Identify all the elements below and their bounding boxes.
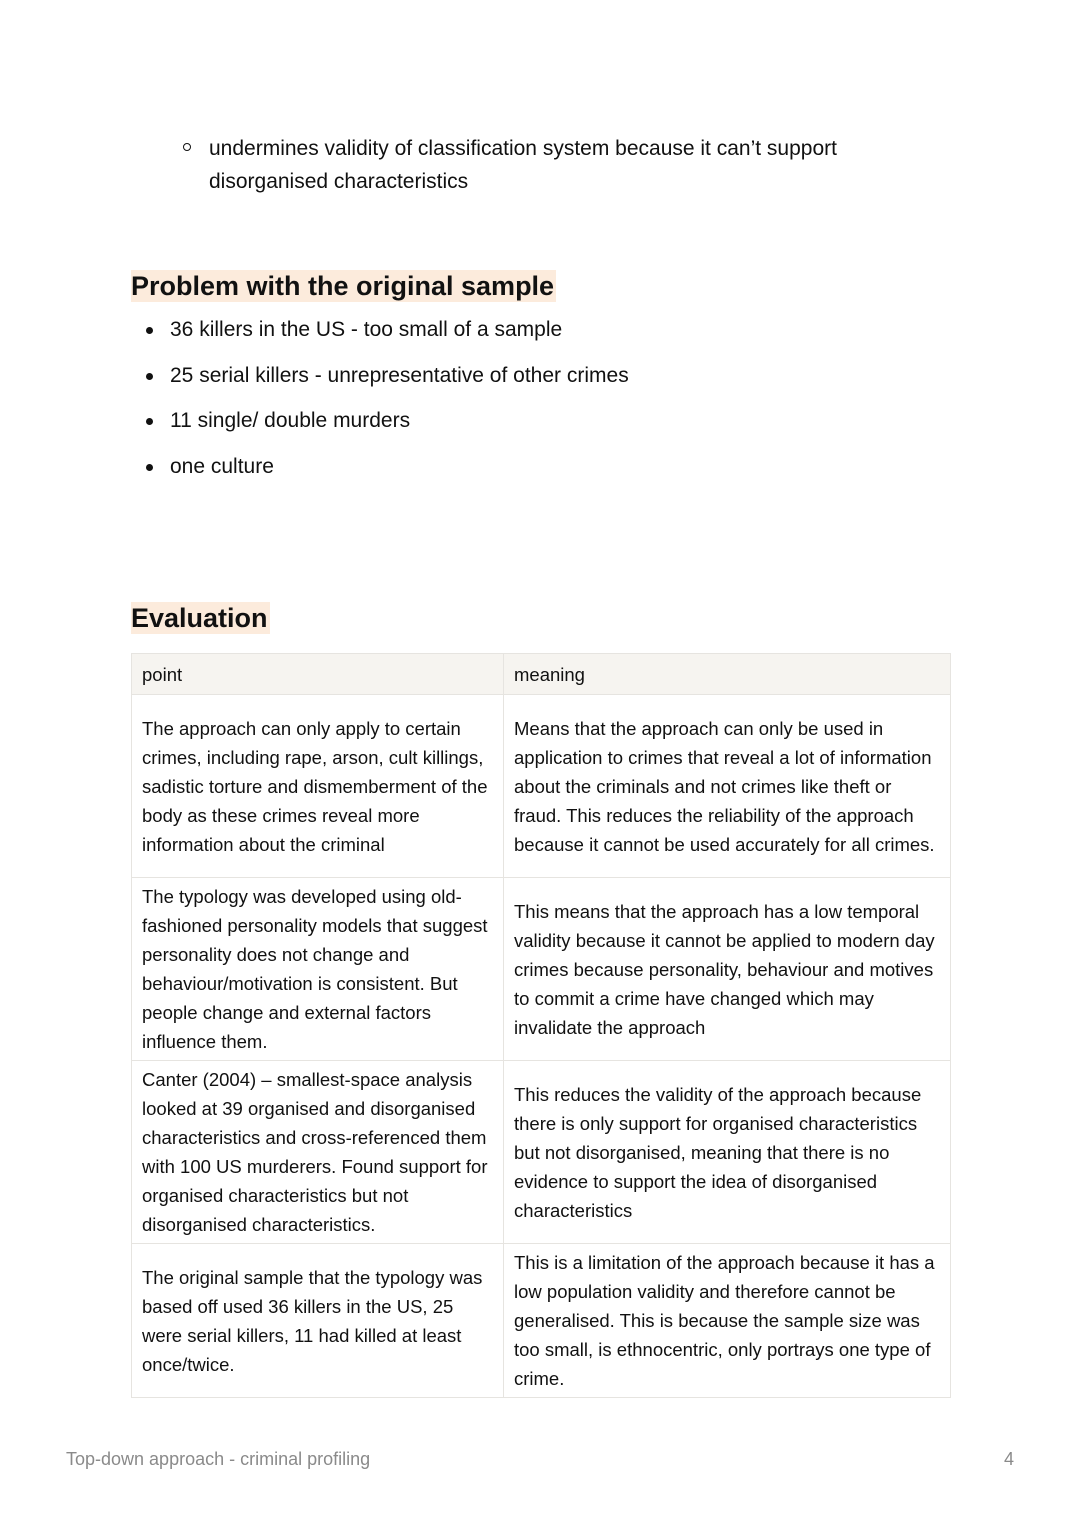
footer-page-number: 4 [1003, 1449, 1014, 1469]
bullet-icon [146, 418, 153, 425]
column-header-point: point [132, 654, 504, 695]
bullet-icon [146, 373, 153, 380]
bullet-icon [146, 327, 153, 334]
list-item-text: 25 serial killers - unrepresentative of other crimes [170, 363, 629, 387]
list-item [142, 404, 629, 450]
bullet-icon [146, 464, 153, 471]
list-item-text: 11 single/ double murders [170, 409, 411, 432]
list-item-text: 36 killers in the US - too small of a sample [170, 318, 563, 341]
column-header-meaning: meaning [504, 654, 951, 695]
list-item [142, 313, 629, 359]
cell-point: The approach can only apply to certain crimes, including rape, arson, cult killings, sadistic torture and dismemberment of the body as these crimes reveal more information about the criminal [132, 695, 504, 878]
list-item [142, 450, 629, 496]
cell-meaning: This means that the approach has a low temporal validity because it cannot be applied to modern day crimes because personality, behaviour and motives to commit a crime have changed which may invalidate the approach [504, 878, 951, 1061]
table-row [132, 1244, 951, 1398]
sub-bullet-item [183, 132, 903, 198]
table-row [132, 878, 951, 1061]
evaluation-table [131, 653, 951, 1398]
table-row [132, 1061, 951, 1244]
cell-point: Canter (2004) – smallest-space analysis looked at 39 organised and disorganised characteristics and cross-referenced them with 100 US murderers. Found support for organised characteristics but not disorganised characteristics. [132, 1061, 504, 1244]
hollow-bullet-icon [183, 143, 191, 151]
cell-point: The typology was developed using old-fashioned personality models that suggest personality does not change and behaviour/motivation is consistent. But people change and external factors influence them. [132, 878, 504, 1061]
section-heading-evaluation: Evaluation [131, 603, 268, 633]
section-heading-problem: Problem with the original sample [131, 271, 555, 301]
cell-meaning: This reduces the validity of the approach because there is only support for organised characteristics but not disorganised, meaning that there is no evidence to support the idea of disorganised characteristics [504, 1061, 951, 1244]
cell-meaning: Means that the approach can only be used in application to crimes that reveal a lot of information about the criminals and not crimes like theft or fraud. This reduces the reliability of the approach because it cannot be used accurately for all crimes. [504, 695, 951, 878]
table-header-row [132, 654, 951, 695]
cell-point: The original sample that the typology was based off used 36 killers in the US, 25 were serial killers, 11 had killed at least once/twice. [132, 1244, 504, 1398]
list-item-text: one culture [170, 454, 274, 478]
sub-bullet-text: undermines validity of classification system because it can’t support disorganised characteristics [209, 137, 837, 193]
list-item [142, 359, 629, 405]
cell-meaning: This is a limitation of the approach because it has a low population validity and therefore cannot be generalised. This is because the sample size was too small, is ethnocentric, only portrays one type of crime. [504, 1244, 951, 1398]
table-row [132, 695, 951, 878]
problem-list [142, 313, 629, 495]
footer-document-title: Top-down approach - criminal profiling [66, 1449, 371, 1469]
